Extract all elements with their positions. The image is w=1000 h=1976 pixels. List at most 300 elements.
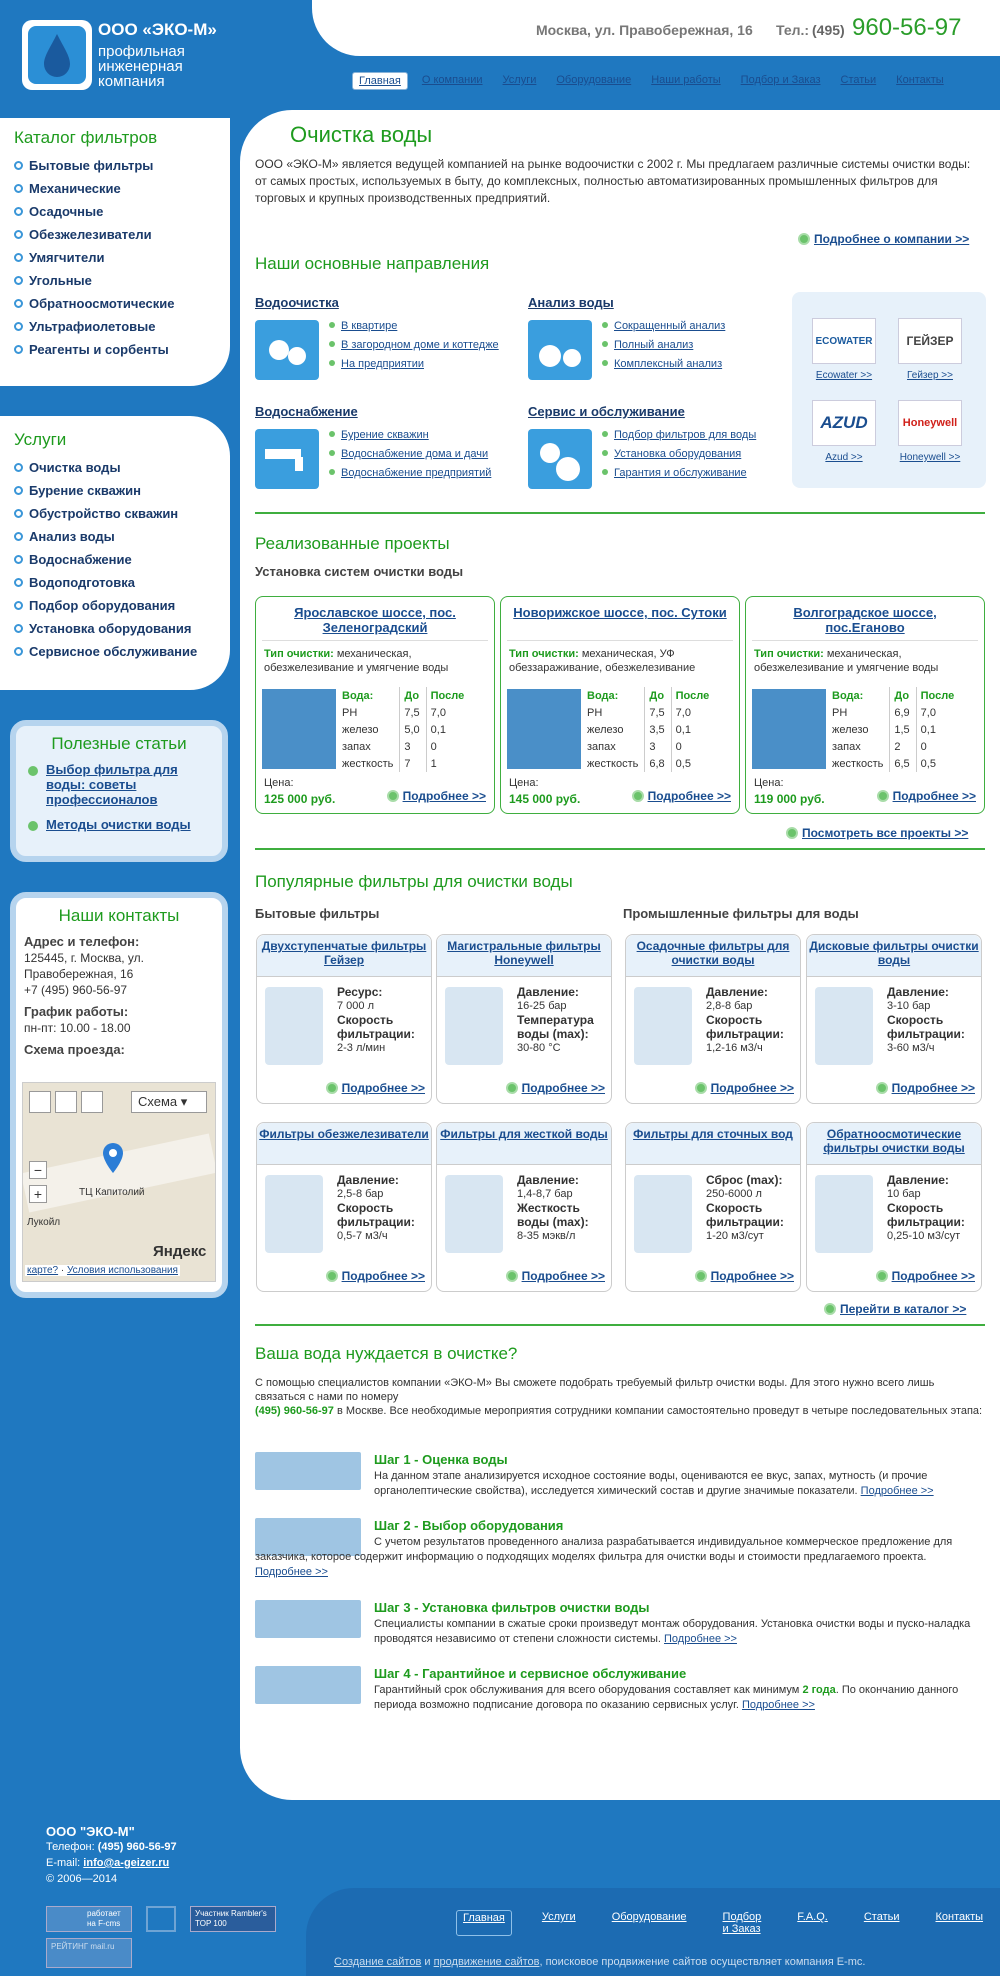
service-item[interactable] bbox=[14, 594, 230, 617]
service-link[interactable]: Водоподготовка bbox=[29, 574, 135, 590]
page-title bbox=[290, 122, 432, 148]
bullet-icon bbox=[14, 161, 23, 170]
footer-nav bbox=[456, 1910, 1000, 1936]
map-link[interactable]: карте? bbox=[27, 1265, 59, 1276]
zoom-out-icon[interactable]: − bbox=[29, 1161, 47, 1179]
service-link[interactable]: Водоснабжение bbox=[29, 551, 132, 567]
filter-card bbox=[625, 934, 801, 1104]
all-projects-link[interactable]: Посмотреть все проекты >> bbox=[802, 826, 969, 840]
contacts-title: Наши контакты bbox=[58, 906, 180, 925]
filter-photo[interactable] bbox=[265, 1175, 323, 1253]
spec-label: Давление: bbox=[706, 985, 768, 999]
spec-value: 1-20 м3/сут bbox=[706, 1230, 764, 1242]
credits-rest: , поисковое продвижение сайтов осуществляет компания E-mc. bbox=[539, 1956, 866, 1968]
water-drop-icon bbox=[28, 26, 86, 84]
need-text bbox=[255, 1376, 985, 1418]
spec-value: 250-6000 л bbox=[706, 1188, 762, 1200]
project-table bbox=[583, 687, 715, 772]
spec-value: 30-80 °С bbox=[517, 1042, 561, 1054]
nav-about[interactable]: О компании bbox=[421, 74, 483, 86]
direction-block bbox=[255, 404, 491, 489]
footer-nav-order[interactable]: Подбор и Заказ bbox=[722, 1911, 762, 1935]
bullet-icon bbox=[14, 647, 23, 656]
catalog-title: Каталог фильтров bbox=[14, 128, 158, 147]
service-item[interactable] bbox=[14, 525, 230, 548]
credits-and: и bbox=[424, 1956, 431, 1968]
brand-link[interactable]: Ecowater >> bbox=[815, 370, 873, 381]
direction-link[interactable]: Водоснабжение дома и дачи bbox=[329, 448, 491, 460]
spec-label: Давление: bbox=[887, 1173, 949, 1187]
filter-title[interactable]: Магистральные фильтры Honeywell bbox=[437, 935, 611, 977]
filter-more-link[interactable]: Подробнее >> bbox=[891, 1269, 975, 1283]
project-price: 145 000 руб. bbox=[509, 792, 581, 806]
bullet-icon bbox=[14, 207, 23, 216]
table-cell: 3 bbox=[400, 738, 426, 755]
direction-link[interactable]: Гарантия и обслуживание bbox=[602, 467, 756, 479]
brand-item[interactable] bbox=[812, 400, 876, 463]
spec-value: 1,4-8,7 бар bbox=[517, 1188, 573, 1200]
filter-card bbox=[436, 1122, 612, 1292]
table-cell: 3,5 bbox=[645, 721, 671, 738]
ruler-icon[interactable] bbox=[81, 1091, 103, 1113]
filter-more-link[interactable]: Подробнее >> bbox=[710, 1081, 794, 1095]
filter-photo[interactable] bbox=[265, 987, 323, 1065]
filter-card bbox=[806, 934, 982, 1104]
table-cell: PH bbox=[832, 707, 848, 719]
map-mode-label: Схема bbox=[138, 1094, 178, 1109]
project-title[interactable]: Волгоградское шоссе, пос.Еганово bbox=[752, 605, 978, 641]
step-description: С учетом результатов проведенного анализа разрабатывается индивидуальное коммерческое предложение для заказчика, которое содержит информацию о подходящих моделях фильтра для очистки воды и стоимости предлагаемого проекта. bbox=[255, 1536, 953, 1563]
catalog-link[interactable]: Обратноосмотические bbox=[29, 295, 175, 311]
table-cell: 3 bbox=[645, 738, 671, 755]
project-more-link[interactable]: Подробнее >> bbox=[892, 789, 976, 803]
footer-email-label: E-mail: bbox=[46, 1857, 81, 1869]
credits-link-1[interactable]: Создание сайтов bbox=[334, 1956, 422, 1968]
filter-more-link[interactable]: Подробнее >> bbox=[521, 1269, 605, 1283]
price-label: Цена: bbox=[509, 777, 539, 789]
step-description-2: . По окончанию данного периода возможно подписание договора по оказанию сервисных услуг. bbox=[374, 1684, 959, 1711]
filter-photo[interactable] bbox=[445, 987, 503, 1065]
spec-label: Давление: bbox=[887, 985, 949, 999]
table-cell: жесткость bbox=[832, 758, 884, 770]
service-item[interactable] bbox=[14, 617, 230, 640]
project-title[interactable]: Новорижское шоссе, пос. Сутоки bbox=[507, 605, 733, 641]
step-more-link[interactable]: Подробнее >> bbox=[741, 1699, 815, 1711]
direction-link[interactable]: Бурение скважин bbox=[329, 429, 491, 441]
table-cell: 0 bbox=[671, 738, 715, 755]
catalog-link[interactable]: Обезжелезиватели bbox=[29, 226, 152, 242]
table-cell: Вода: bbox=[832, 690, 864, 702]
step-more-link[interactable]: Подробнее >> bbox=[860, 1485, 934, 1497]
brand-link[interactable]: Honeywell >> bbox=[899, 452, 961, 463]
nav-equipment[interactable]: Оборудование bbox=[556, 74, 632, 86]
nav-contacts[interactable]: Контакты bbox=[896, 74, 944, 86]
catalog-link[interactable]: Осадочные bbox=[29, 203, 104, 219]
page-title-text: Очистка воды bbox=[290, 122, 433, 147]
table-cell: 6,5 bbox=[890, 755, 916, 772]
filter-photo[interactable] bbox=[815, 987, 873, 1065]
mailru-badge[interactable]: РЕЙТИНГ mail.ru bbox=[46, 1938, 132, 1968]
phone-label: Тел.: bbox=[776, 22, 810, 38]
project-more-link[interactable]: Подробнее >> bbox=[647, 789, 731, 803]
footer-nav-articles[interactable]: Статьи bbox=[863, 1911, 900, 1923]
industrial-title: Промышленные фильтры для воды bbox=[623, 906, 859, 921]
filter-title[interactable]: Фильтры обезжелезиватели bbox=[257, 1123, 431, 1165]
service-item[interactable] bbox=[14, 456, 230, 479]
service-item[interactable] bbox=[14, 548, 230, 571]
filter-more-link[interactable]: Подробнее >> bbox=[341, 1081, 425, 1095]
filters-title: Популярные фильтры для очистки воды bbox=[255, 872, 573, 891]
table-cell: 7,5 bbox=[645, 704, 671, 721]
nav-order[interactable]: Подбор и Заказ bbox=[740, 74, 821, 86]
table-cell: запах bbox=[342, 741, 371, 753]
map-label: Схема проезда: bbox=[24, 1042, 125, 1057]
main-nav bbox=[352, 72, 958, 90]
catalog-item[interactable] bbox=[14, 338, 230, 361]
project-card bbox=[255, 596, 495, 814]
bullet-icon bbox=[14, 555, 23, 564]
bullet-icon bbox=[14, 345, 23, 354]
bullet-icon bbox=[14, 601, 23, 610]
rambler-badge[interactable]: Участник Rambler's TOP 100 bbox=[190, 1906, 276, 1932]
map-brand: Яндекс bbox=[153, 1243, 207, 1260]
bullet-icon bbox=[14, 624, 23, 633]
service-item[interactable] bbox=[14, 479, 230, 502]
catalog-link[interactable]: Умягчители bbox=[29, 249, 105, 265]
divider bbox=[255, 848, 985, 850]
direction-link[interactable]: Полный анализ bbox=[602, 339, 725, 351]
article-link[interactable]: Выбор фильтра для воды: советы профессионалов bbox=[46, 762, 178, 807]
catalog-item[interactable] bbox=[14, 292, 230, 315]
table-cell: PH bbox=[342, 707, 358, 719]
household-title: Бытовые фильтры bbox=[255, 906, 380, 921]
catalog-item[interactable] bbox=[14, 154, 230, 177]
map-terms-link[interactable]: Условия использования bbox=[66, 1265, 178, 1276]
step-photo bbox=[255, 1666, 361, 1704]
footer-credits bbox=[334, 1956, 865, 1968]
service-item[interactable] bbox=[14, 640, 230, 663]
project-more-link[interactable]: Подробнее >> bbox=[402, 789, 486, 803]
nav-home[interactable]: Главная bbox=[352, 72, 408, 90]
table-cell: До bbox=[890, 687, 916, 704]
footer-phone: (495) 960-56-97 bbox=[97, 1841, 177, 1853]
brand-logo[interactable]: Honeywell bbox=[898, 400, 962, 446]
table-cell: жесткость bbox=[342, 758, 394, 770]
step-photo bbox=[255, 1452, 361, 1490]
catalog-item[interactable] bbox=[14, 200, 230, 223]
spec-value: 2-3 л/мин bbox=[337, 1042, 386, 1054]
filter-card bbox=[256, 934, 432, 1104]
arrow-icon bbox=[876, 1270, 888, 1282]
brand-item[interactable] bbox=[812, 318, 876, 381]
step-description: Специалисты компании в сжатые сроки произведут монтаж оборудования. Установка очистки воды и пуско-наладка проводятся независимо от степени сложности системы. bbox=[374, 1618, 971, 1645]
faucet-icon bbox=[255, 429, 319, 489]
map-place-label: ТЦ Капитолий bbox=[79, 1187, 145, 1198]
direction-title[interactable]: Сервис и обслуживание bbox=[528, 404, 685, 419]
table-cell: До bbox=[645, 687, 671, 704]
catalog-link[interactable]: Ультрафиолетовые bbox=[29, 318, 156, 334]
bullet-icon bbox=[14, 299, 23, 308]
spec-value: 2,8-8 бар bbox=[706, 1000, 753, 1012]
arrow-icon bbox=[695, 1082, 707, 1094]
spec-value: 2,5-8 бар bbox=[337, 1188, 384, 1200]
table-cell: PH bbox=[587, 707, 603, 719]
contact-hours: пн-пт: 10.00 - 18.00 bbox=[24, 1021, 131, 1035]
filter-card bbox=[625, 1122, 801, 1292]
table-cell: 7,5 bbox=[400, 704, 426, 721]
need-text-1: С помощью специалистов компании «ЭКО-М» Вы сможете подобрать требуемый фильтр очистки воды. Для этого нужно всего лишь связаться с нами по номеру bbox=[255, 1377, 935, 1403]
need-phone: (495) 960-56-97 bbox=[255, 1405, 334, 1417]
direction-title[interactable]: Водоснабжение bbox=[255, 404, 358, 419]
catalog-item[interactable] bbox=[14, 315, 230, 338]
footer-phone-row bbox=[46, 1841, 177, 1853]
table-cell: 2 bbox=[890, 738, 916, 755]
step-title: Шаг 4 - Гарантийное и сервисное обслуживание bbox=[374, 1666, 687, 1681]
direction-link[interactable]: Подбор фильтров для воды bbox=[602, 429, 756, 441]
magnifier-icon[interactable] bbox=[55, 1091, 77, 1113]
filter-title[interactable]: Двухступенчатые фильтры Гейзер bbox=[257, 935, 431, 977]
spec-label: Температура воды (max): bbox=[517, 1013, 594, 1041]
service-link[interactable]: Сервисное обслуживание bbox=[29, 643, 198, 659]
spec-value: 8-35 мэкв/л bbox=[517, 1230, 576, 1242]
project-price: 125 000 руб. bbox=[264, 792, 336, 806]
spec-value: 7 000 л bbox=[337, 1000, 375, 1012]
direction-title[interactable]: Анализ воды bbox=[528, 295, 614, 310]
bullet-icon bbox=[14, 578, 23, 587]
arrow-icon bbox=[506, 1270, 518, 1282]
step-more-link[interactable]: Подробнее >> bbox=[255, 1566, 328, 1578]
arrow-icon bbox=[876, 1082, 888, 1094]
map[interactable]: Схема ▾ − + ТЦ Капитолий Лукойл Яндекс карте? · Условия использования bbox=[22, 1082, 216, 1282]
spec-value: 16-25 бар bbox=[517, 1000, 567, 1012]
filter-more-link[interactable]: Подробнее >> bbox=[891, 1081, 975, 1095]
project-photo[interactable] bbox=[262, 689, 336, 769]
step-text bbox=[255, 1535, 985, 1580]
bullet-icon bbox=[14, 509, 23, 518]
phone-number: 960-56-97 bbox=[852, 14, 962, 41]
spec-label: Сброс (max): bbox=[706, 1173, 783, 1187]
articles-title: Полезные статьи bbox=[51, 734, 187, 753]
filter-title[interactable]: Осадочные фильтры для очистки воды bbox=[626, 935, 800, 977]
bullet-icon bbox=[14, 486, 23, 495]
direction-link[interactable]: Сокращенный анализ bbox=[602, 320, 725, 332]
table-cell: железо bbox=[342, 724, 379, 736]
company-name: ООО «ЭКО-М» bbox=[98, 20, 217, 39]
project-type-label: Тип очистки: bbox=[509, 648, 579, 660]
bullet-icon bbox=[14, 322, 23, 331]
filter-photo[interactable] bbox=[815, 1175, 873, 1253]
direction-block bbox=[528, 404, 756, 489]
direction-link[interactable]: В загородном доме и коттедже bbox=[329, 339, 499, 351]
project-photo[interactable] bbox=[752, 689, 826, 769]
filter-photo[interactable] bbox=[634, 1175, 692, 1253]
service-link[interactable]: Анализ воды bbox=[29, 528, 115, 544]
footer-copyright: © 2006—2014 bbox=[46, 1873, 118, 1885]
service-link[interactable]: Обустройство скважин bbox=[29, 505, 179, 521]
table-cell: 7 bbox=[400, 755, 426, 772]
bullet-icon bbox=[14, 532, 23, 541]
direction-link[interactable]: В квартире bbox=[329, 320, 499, 332]
project-type-label: Тип очистки: bbox=[754, 648, 824, 660]
direction-block bbox=[528, 295, 725, 380]
project-table bbox=[338, 687, 470, 772]
intro-text: ООО «ЭКО-М» является ведущей компанией на рынке водоочистки с 2002 г. Мы предлагаем различные системы очистки воды: от самых простых, используемых в быту, до комплексных, полностью автоматизированных промышленных фильтров для торговых и крупных производственных предприятий. bbox=[255, 157, 971, 205]
footer-nav-contacts[interactable]: Контакты bbox=[935, 1911, 984, 1923]
step-bold: 2 года bbox=[802, 1684, 836, 1696]
table-cell: 6,8 bbox=[645, 755, 671, 772]
catalog-link[interactable]: Механические bbox=[29, 180, 121, 196]
spec-label: Скорость фильтрации: bbox=[887, 1013, 965, 1041]
service-link[interactable]: Установка оборудования bbox=[29, 620, 192, 636]
catalog-item[interactable] bbox=[14, 246, 230, 269]
service-link[interactable]: Бурение скважин bbox=[29, 482, 141, 498]
catalog-link[interactable]: Перейти в каталог >> bbox=[840, 1302, 967, 1316]
table-cell: 1 bbox=[426, 755, 470, 772]
spec-value: 10 бар bbox=[887, 1188, 921, 1200]
divider bbox=[255, 1324, 985, 1326]
article-item bbox=[28, 817, 214, 832]
table-cell: 6,9 bbox=[890, 704, 916, 721]
address-label: Адрес и телефон: bbox=[24, 934, 140, 949]
bullet-icon bbox=[28, 821, 38, 831]
table-cell: 0,1 bbox=[916, 721, 960, 738]
footer-phone-label: Телефон: bbox=[46, 1841, 95, 1853]
map-pin-icon[interactable] bbox=[101, 1141, 125, 1175]
flasks-icon bbox=[528, 320, 592, 380]
footer-nav-home[interactable]: Главная bbox=[456, 1910, 512, 1936]
contact-address: 125445, г. Москва, ул. Правобережная, 16 bbox=[24, 951, 144, 981]
service-item[interactable] bbox=[14, 571, 230, 594]
brands-box bbox=[792, 292, 986, 488]
footer-email-link[interactable]: info@a-geizer.ru bbox=[83, 1857, 170, 1869]
bullet-icon bbox=[14, 230, 23, 239]
footer-nav-equipment[interactable]: Оборудование bbox=[611, 1911, 687, 1923]
step-text bbox=[374, 1617, 986, 1647]
catalog-list bbox=[14, 154, 230, 361]
project-photo[interactable] bbox=[507, 689, 581, 769]
step-more-link[interactable]: Подробнее >> bbox=[664, 1633, 737, 1645]
table-cell: Вода: bbox=[587, 690, 619, 702]
arrow-icon bbox=[695, 1270, 707, 1282]
services-box bbox=[0, 416, 230, 690]
service-link[interactable]: Очистка воды bbox=[29, 459, 121, 475]
table-cell: железо bbox=[832, 724, 869, 736]
arrow-badge-icon[interactable] bbox=[146, 1906, 176, 1932]
fcms-badge[interactable]: работает на F-cms bbox=[46, 1906, 132, 1932]
hand-icon[interactable] bbox=[29, 1091, 51, 1113]
footer-nav-faq[interactable]: F.A.Q. bbox=[797, 1911, 828, 1923]
filter-more-link[interactable]: Подробнее >> bbox=[341, 1269, 425, 1283]
bullet-icon bbox=[14, 184, 23, 193]
filter-photo[interactable] bbox=[634, 987, 692, 1065]
filter-title[interactable]: Фильтры для жесткой воды bbox=[437, 1123, 611, 1165]
table-cell: До bbox=[400, 687, 426, 704]
direction-link[interactable]: Комплексный анализ bbox=[602, 358, 725, 370]
catalog-link[interactable]: Бытовые фильтры bbox=[29, 157, 154, 173]
brand-item[interactable] bbox=[898, 400, 962, 463]
catalog-link[interactable]: Угольные bbox=[29, 272, 92, 288]
footer-nav-services[interactable]: Услуги bbox=[541, 1911, 576, 1923]
article-link[interactable]: Методы очистки воды bbox=[46, 817, 191, 832]
filter-more-link[interactable]: Подробнее >> bbox=[710, 1269, 794, 1283]
spec-label: Скорость фильтрации: bbox=[337, 1013, 415, 1041]
filter-title[interactable]: Обратноосмотические фильтры очистки воды bbox=[807, 1123, 981, 1165]
project-title[interactable]: Ярославское шоссе, пос. Зеленоградский bbox=[262, 605, 488, 641]
brand-link[interactable]: Гейзер >> bbox=[907, 370, 953, 381]
project-card bbox=[500, 596, 740, 814]
catalog-item[interactable] bbox=[14, 269, 230, 292]
map-mode-select[interactable]: Схема ▾ bbox=[131, 1091, 207, 1113]
directions-title: Наши основные направления bbox=[255, 254, 490, 273]
table-cell: После bbox=[671, 687, 715, 704]
brand-item[interactable] bbox=[898, 318, 962, 381]
direction-link[interactable]: На предприятии bbox=[329, 358, 499, 370]
spec-label: Скорость фильтрации: bbox=[337, 1201, 415, 1229]
project-type-label: Тип очистки: bbox=[264, 648, 334, 660]
catalog-box bbox=[0, 118, 230, 386]
direction-link[interactable]: Водоснабжение предприятий bbox=[329, 467, 491, 479]
direction-link[interactable]: Установка оборудования bbox=[602, 448, 756, 460]
filter-photo[interactable] bbox=[445, 1175, 503, 1253]
direction-title[interactable]: Водоочистка bbox=[255, 295, 339, 310]
table-cell: запах bbox=[587, 741, 616, 753]
brand-link[interactable]: Azud >> bbox=[825, 452, 863, 463]
step-description: На данном этапе анализируется исходное состояние воды, оцениваются ее вкус, запах, мутность (и прочие органолептические свойства), исследуется химический состав и другие значимые показатели. bbox=[374, 1470, 928, 1497]
catalog-item[interactable] bbox=[14, 177, 230, 200]
projects-title: Реализованные проекты bbox=[255, 534, 450, 553]
nav-articles[interactable]: Статьи bbox=[840, 74, 877, 86]
table-cell: 0,1 bbox=[426, 721, 470, 738]
footer-email-row bbox=[46, 1857, 169, 1869]
step-description: Гарантийный срок обслуживания для всего оборудования составляет как минимум bbox=[374, 1684, 800, 1696]
bullet-icon bbox=[14, 276, 23, 285]
spec-label: Скорость фильтрации: bbox=[706, 1013, 784, 1041]
table-cell: Вода: bbox=[342, 690, 374, 702]
filter-card bbox=[256, 1122, 432, 1292]
map-place-label2: Лукойл bbox=[27, 1217, 61, 1228]
header-address: Москва, ул. Правобережная, 16 bbox=[536, 22, 753, 38]
articles-box bbox=[10, 720, 228, 862]
nav-works[interactable]: Наши работы bbox=[651, 74, 721, 86]
nav-services[interactable]: Услуги bbox=[502, 74, 537, 86]
about-link[interactable]: Подробнее о компании >> bbox=[814, 232, 970, 246]
catalog-link[interactable]: Реагенты и сорбенты bbox=[29, 341, 169, 357]
spec-value: 0,5-7 м3/ч bbox=[337, 1230, 388, 1242]
brand-logo[interactable]: ECOWATER bbox=[812, 318, 876, 364]
brand-logo[interactable]: ГЕЙЗЕР bbox=[898, 318, 962, 364]
table-cell: 0,1 bbox=[671, 721, 715, 738]
service-link[interactable]: Подбор оборудования bbox=[29, 597, 176, 613]
divider bbox=[255, 512, 985, 514]
filter-title[interactable]: Дисковые фильтры очистки воды bbox=[807, 935, 981, 977]
brand-logo[interactable]: AZUD bbox=[812, 400, 876, 446]
project-card bbox=[745, 596, 985, 814]
step-title: Шаг 3 - Установка фильтров очистки воды bbox=[374, 1600, 650, 1615]
arrow-icon bbox=[798, 233, 810, 245]
filter-more-link[interactable]: Подробнее >> bbox=[521, 1081, 605, 1095]
table-cell: 7,0 bbox=[916, 704, 960, 721]
spec-label: Скорость фильтрации: bbox=[706, 1201, 784, 1229]
spec-label: Давление: bbox=[517, 1173, 579, 1187]
zoom-in-icon[interactable]: + bbox=[29, 1185, 47, 1203]
table-cell: 7,0 bbox=[426, 704, 470, 721]
credits-link-2[interactable]: продвижение сайтов bbox=[433, 1956, 540, 1968]
service-item[interactable] bbox=[14, 502, 230, 525]
catalog-item[interactable] bbox=[14, 223, 230, 246]
price-label: Цена: bbox=[754, 777, 784, 789]
article-item bbox=[28, 762, 214, 807]
filter-title[interactable]: Фильтры для сточных вод bbox=[626, 1123, 800, 1165]
